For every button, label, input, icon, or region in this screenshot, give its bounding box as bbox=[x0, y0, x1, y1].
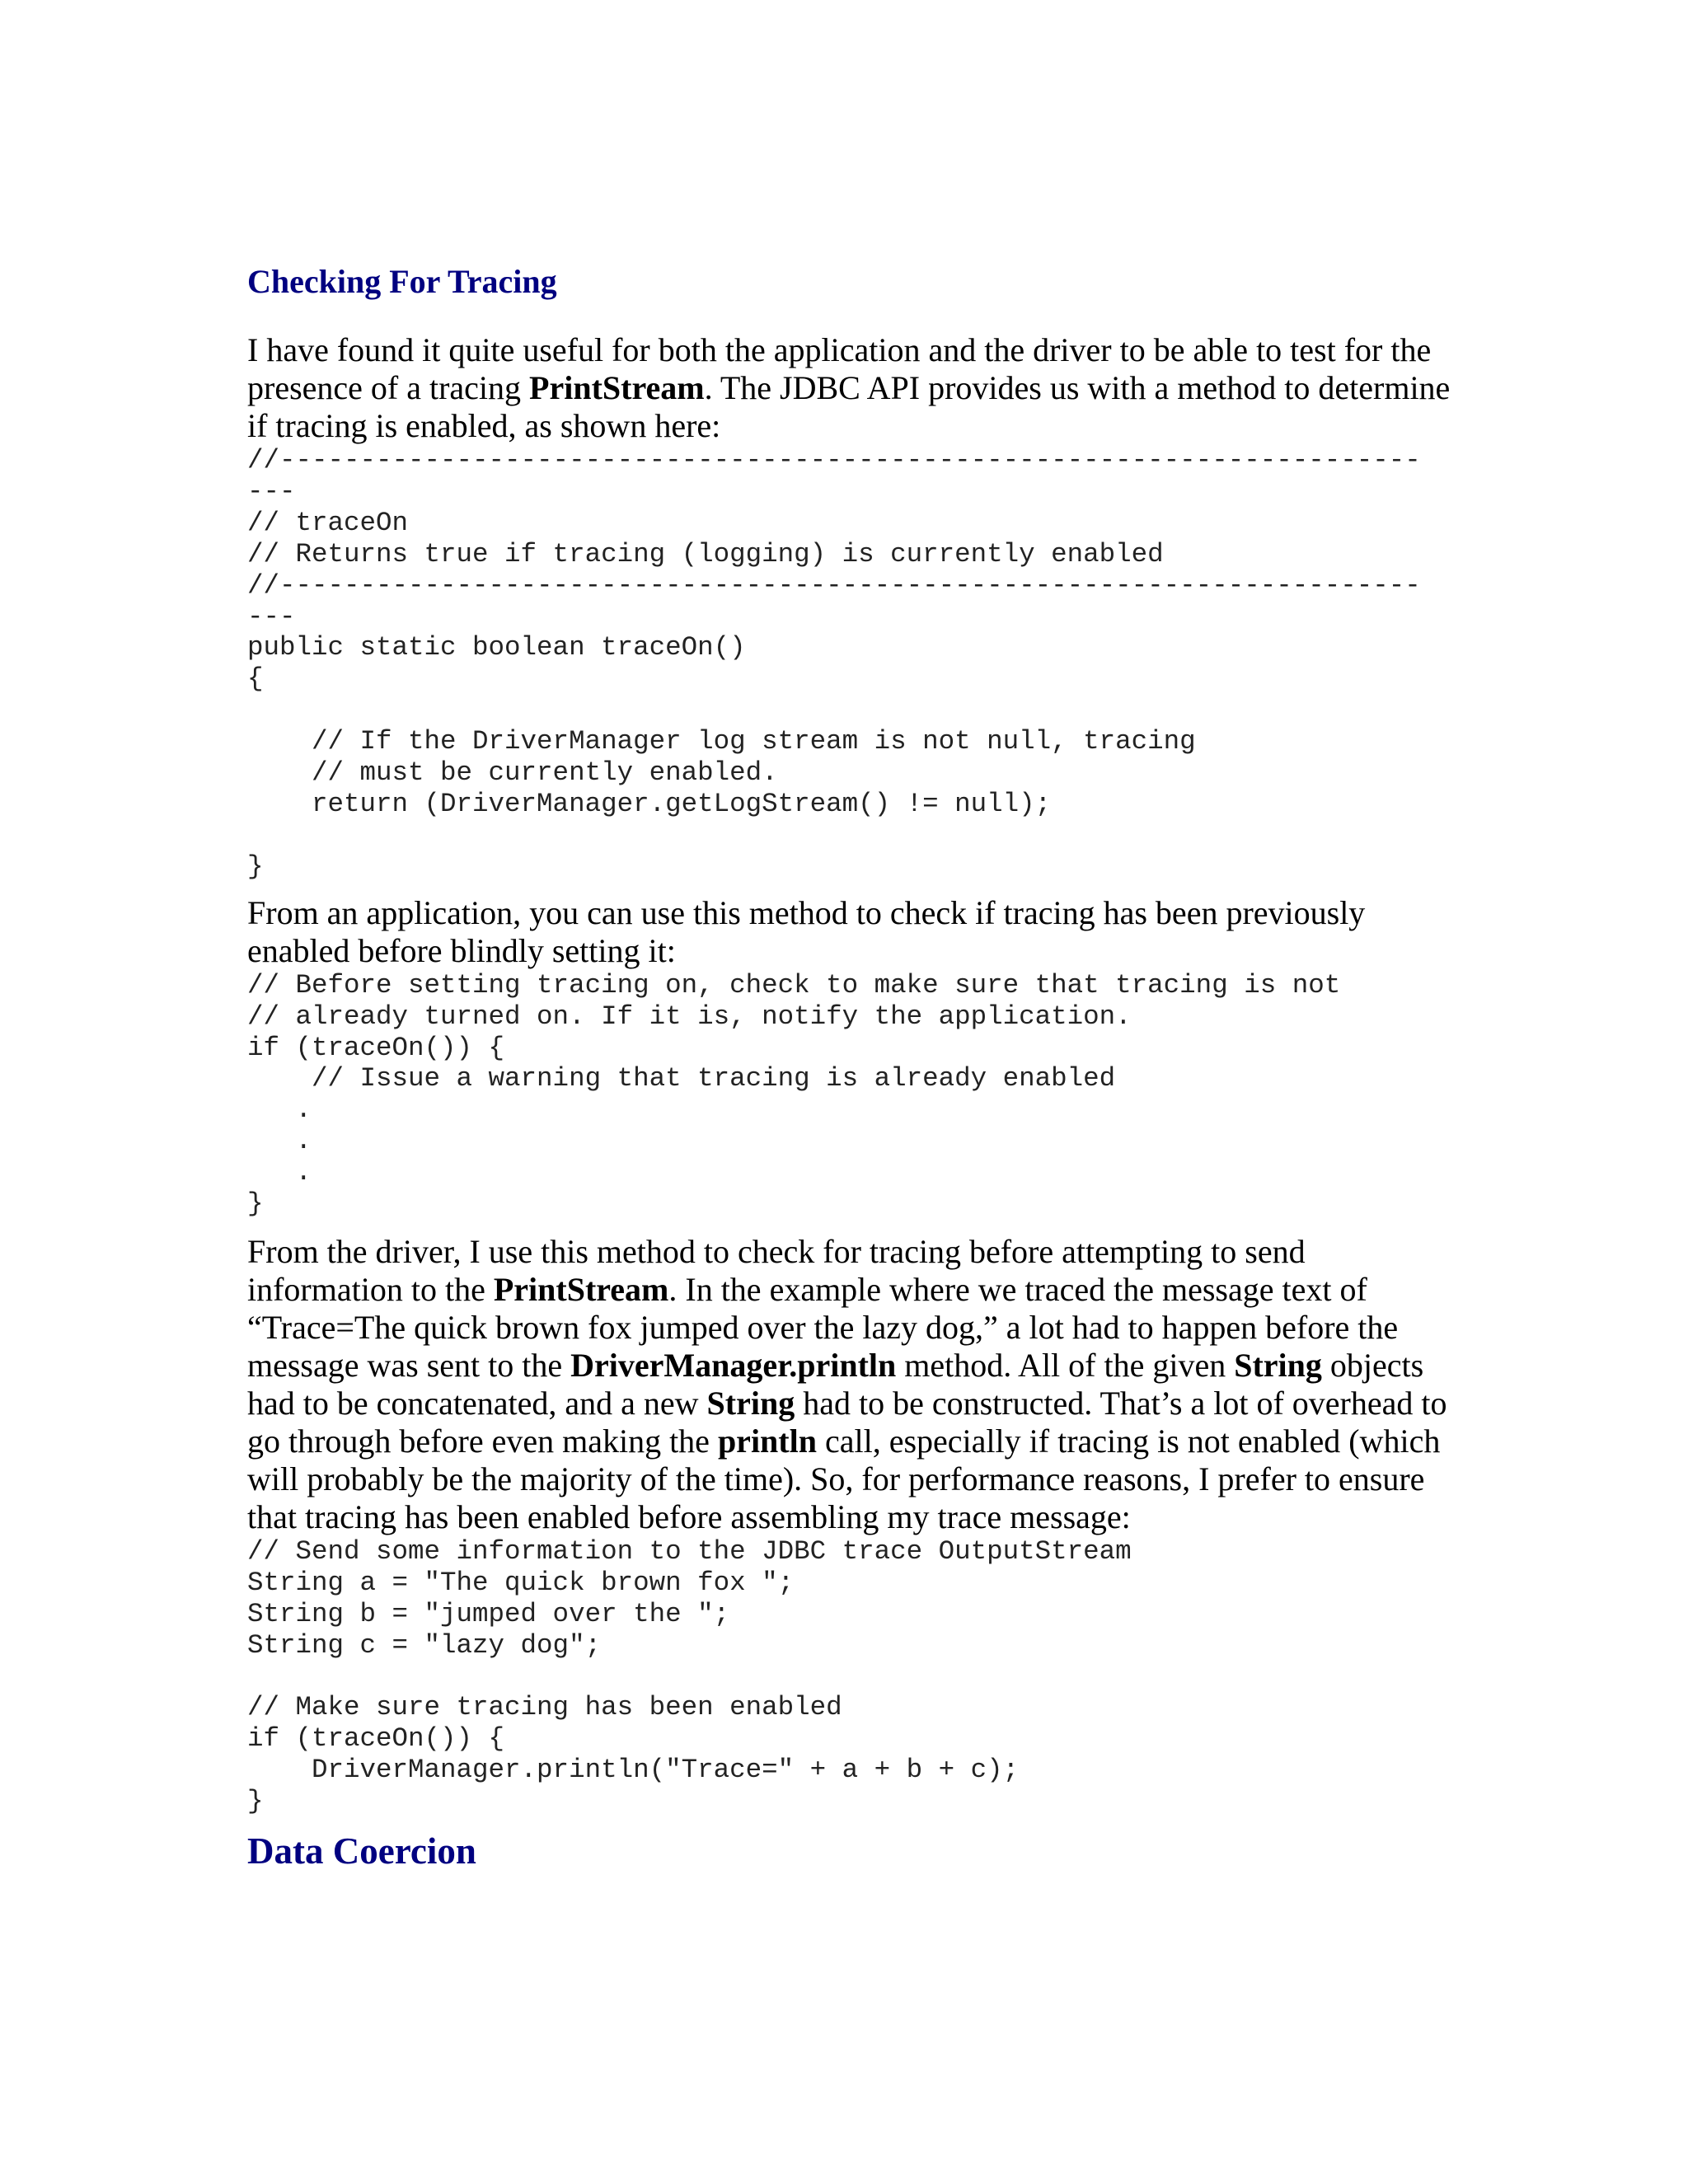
code-block-send-trace: // Send some information to the JDBC trace OutputStream String a = "The quick brown fox "; String b = "jumped over the "; String c = "lazy dog"; // Make sure tracing has been enabled if (traceOn()) { DriverManager.println("Trace=" + a + b + c); } bbox=[247, 1535, 1132, 1817]
paragraph-intro-text-2: . The JDBC API provides us with a method to determine if tracing is enabled, as shown here: bbox=[247, 369, 1451, 444]
section-heading-checking-for-tracing: Checking For Tracing bbox=[247, 263, 557, 300]
paragraph-driver-bold-1: PrintStream bbox=[493, 1270, 669, 1308]
paragraph-intro-text-1: I have found it quite useful for both the application and the driver to be able to test for the presence of a tracing bbox=[247, 331, 1432, 406]
paragraph-driver-bold-3: String bbox=[1234, 1346, 1322, 1384]
paragraph-driver-bold-4: String bbox=[706, 1384, 795, 1422]
section-heading-data-coercion: Data Coercion bbox=[247, 1830, 476, 1872]
page-content bbox=[247, 257, 1451, 1880]
paragraph-intro-bold-1: PrintStream bbox=[529, 369, 705, 406]
paragraph-driver-check bbox=[247, 1233, 1451, 1536]
paragraph-driver-bold-2: DriverManager.println bbox=[570, 1346, 897, 1384]
code-block-before-setting: // Before setting tracing on, check to make sure that tracing is not // already turned on. If it is, notify the application. if (traceOn()) { // Issue a warning that tracing is already enabled . . . } bbox=[247, 969, 1341, 1220]
paragraph-driver-bold-5: println bbox=[717, 1422, 817, 1460]
paragraph-driver-text-2: . In the example where we traced the message text of “Trace=The quick brown fox jumped over the lazy dog,” a lot had to happen before the message was sent to the bbox=[247, 1270, 1399, 1384]
paragraph-intro bbox=[247, 331, 1451, 445]
paragraph-driver-text-1: From the driver, I use this method to check for tracing before attempting to send information to the bbox=[247, 1232, 1306, 1308]
paragraph-driver-text-6: call, especially if tracing is not enabled (which will probably be the majority of the time). So, for performance reasons, I prefer to ensure that tracing has been enabled before assembling my trace message: bbox=[247, 1422, 1441, 1535]
paragraph-driver-text-3: method. All of the given bbox=[896, 1346, 1235, 1384]
code-block-traceon: //----------------------------------------------------------------------- --- // traceOn // Returns true if tracing (logging) is currently enabled //----------------------------------------------------------------------- --- public static boolean traceOn() { // If the DriverManager log stream is not null, tracing // must be currently enabled. return (DriverManager.getLogStream() != null); } bbox=[247, 445, 1421, 882]
paragraph-driver-text-5: had to be constructed. That’s a lot of overhead to go through before even making the bbox=[247, 1384, 1447, 1460]
paragraph-driver-text-4: objects had to be concatenated, and a new bbox=[247, 1346, 1424, 1422]
paragraph-application-check: From an application, you can use this method to check if tracing has been previously enabled before blindly setting it: bbox=[247, 893, 1366, 969]
